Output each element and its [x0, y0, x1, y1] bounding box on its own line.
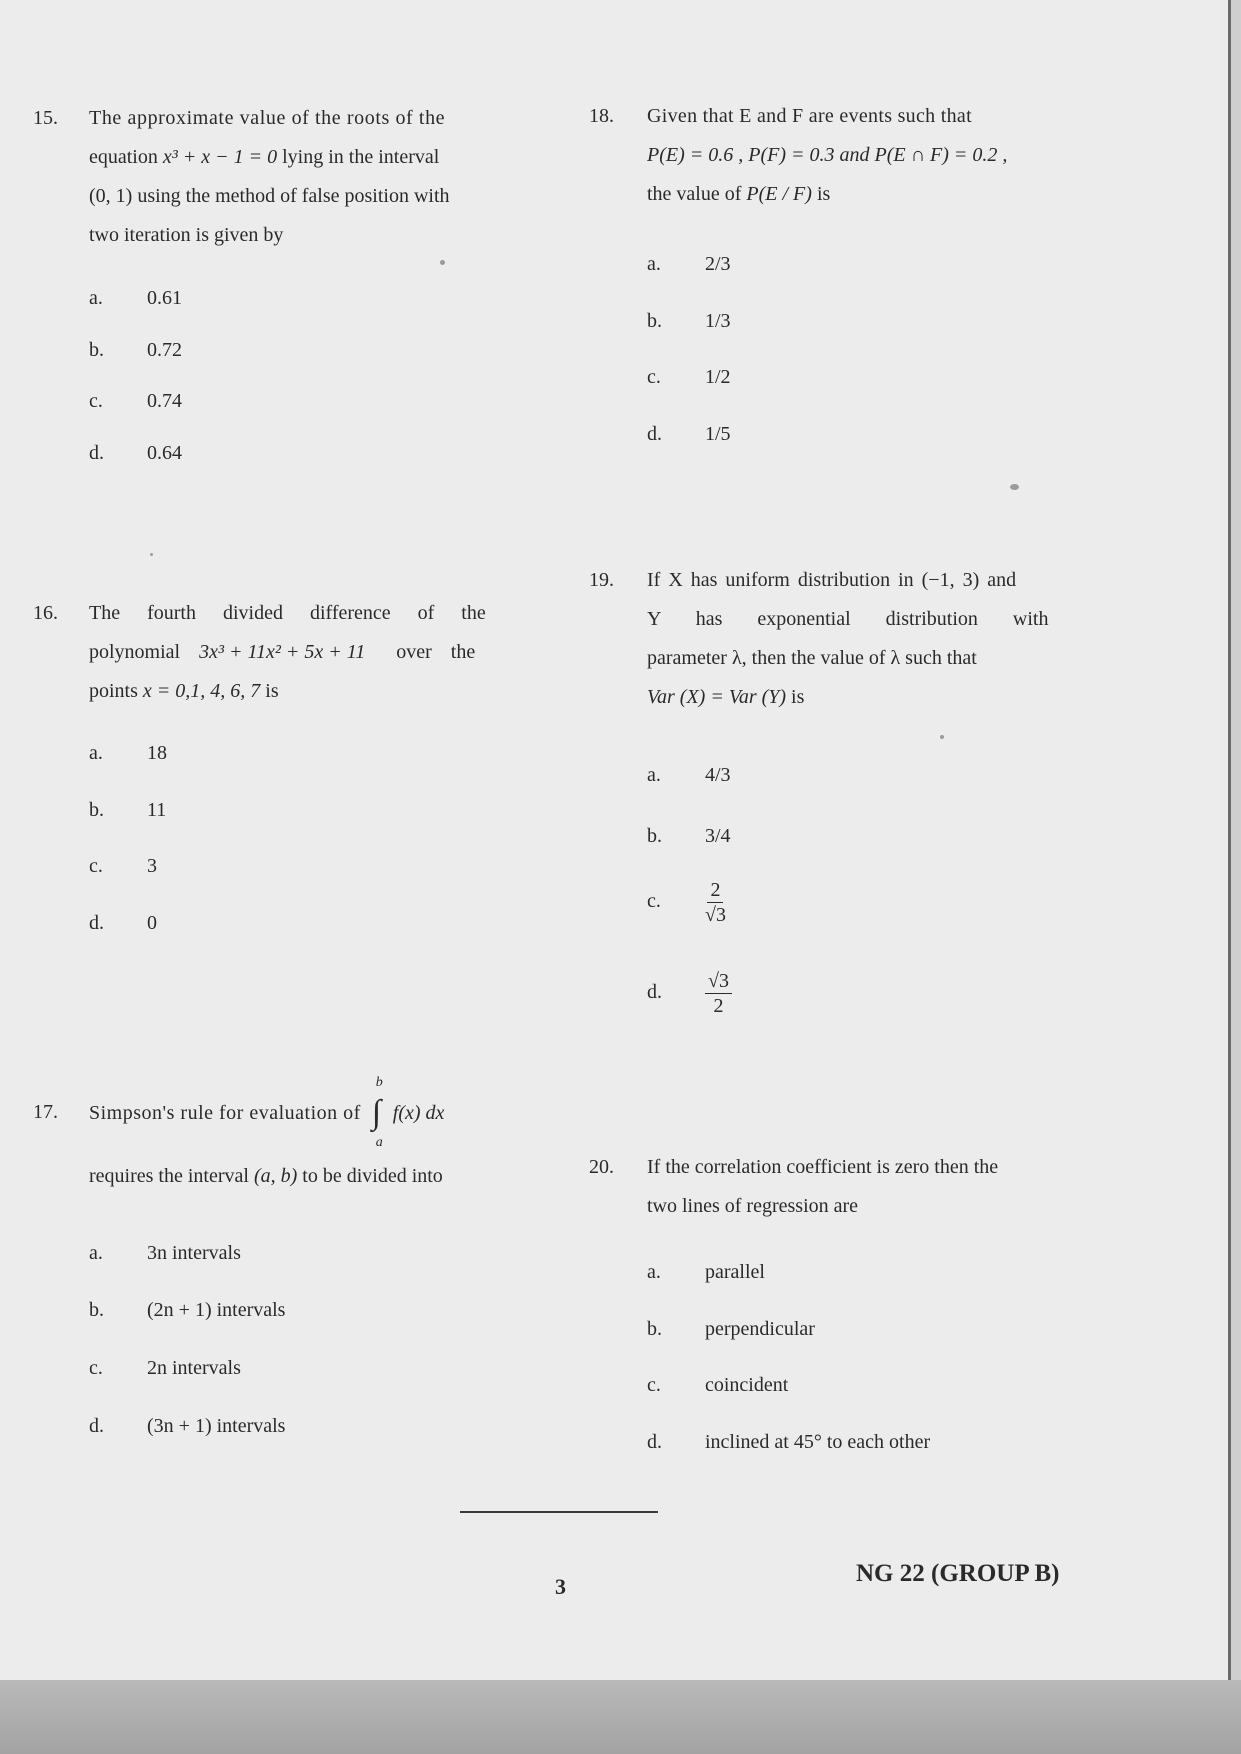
option-c[interactable]: c. 1/2 [647, 366, 731, 388]
option-a[interactable]: a. 0.61 [89, 287, 182, 309]
question-text: Simpson's rule for evaluation of b ∫ a f(x) dx requires the interval (a, b) to be divided into [89, 1075, 445, 1187]
interval: (a, b) [253, 1165, 298, 1187]
question-number: 17. [33, 1101, 58, 1123]
question-number: 16. [33, 602, 58, 624]
divider-line [460, 1511, 658, 1513]
fraction: $\frac{2}{√3}$ [705, 879, 726, 926]
points: x = 0,1, 4, 6, 7 [142, 680, 261, 702]
option-b[interactable]: b. 11 [89, 799, 167, 821]
paper-code: NG 22 (GROUP B) [856, 1560, 1060, 1587]
integrand: f(x) dx [392, 1102, 445, 1124]
option-b[interactable]: b. (2n + 1) intervals [89, 1299, 286, 1321]
option-a[interactable]: a. parallel [647, 1261, 765, 1283]
option-a[interactable]: a. 3n intervals [89, 1242, 241, 1264]
option-c[interactable]: c. 2n intervals [89, 1357, 241, 1379]
fraction: $\frac{√3}{2}$ [705, 969, 732, 1018]
question-text: If the correlation coefficient is zero then the two lines of regression are [647, 1156, 999, 1217]
scan-speck [440, 260, 445, 265]
question-number: 20. [589, 1156, 614, 1178]
option-d[interactable]: d. 1/5 [647, 423, 731, 445]
variance-equation: Var (X) = Var (Y) [647, 686, 787, 708]
option-a[interactable]: a. 2/3 [647, 253, 731, 275]
option-d[interactable]: d. 0.64 [89, 442, 182, 464]
equation: x³ + x − 1 = 0 [162, 146, 278, 168]
question-text: The approximate value of the roots of the equation x³ + x − 1 = 0 lying in the interval (0, 1) using the method of false position with two iteration is given by [89, 107, 450, 246]
scan-speck [150, 553, 153, 556]
option-a[interactable]: a. 4/3 [647, 764, 731, 786]
option-c[interactable]: c. coincident [647, 1374, 789, 1396]
scan-speck [1010, 484, 1019, 490]
page-number: 3 [555, 1574, 566, 1599]
question-text: If X has uniform distribution in (−1, 3) and Y has exponential distribution with parameter λ, then the value of λ such that Var (X) = Var (Y) is [647, 569, 1049, 708]
option-d[interactable]: d. $\frac{√3}{2}$ [647, 969, 732, 1018]
option-c[interactable]: c. 3 [89, 855, 157, 877]
question-number: 19. [589, 569, 614, 591]
polynomial: 3x³ + 11x² + 5x + 11 [199, 641, 366, 663]
option-a[interactable]: a. 18 [89, 742, 167, 764]
option-d[interactable]: d. (3n + 1) intervals [89, 1415, 286, 1437]
option-b[interactable]: b. 0.72 [89, 339, 182, 361]
option-b[interactable]: b. 3/4 [647, 825, 731, 847]
option-c[interactable]: c. $\frac{2}{√3}$ [647, 879, 726, 926]
question-text: Given that E and F are events such that P(E) = 0.6 , P(F) = 0.3 and P(E ∩ F) = 0.2 , the value of P(E / F) is [647, 105, 1008, 205]
scan-bottom-edge [0, 1680, 1241, 1754]
question-number: 15. [33, 107, 58, 129]
conditional-probability: P(E / F) [746, 183, 812, 205]
option-b[interactable]: b. 1/3 [647, 310, 731, 332]
option-d[interactable]: d. 0 [89, 912, 157, 934]
option-b[interactable]: b. perpendicular [647, 1318, 815, 1340]
scan-speck [940, 735, 944, 739]
option-c[interactable]: c. 0.74 [89, 390, 182, 412]
question-number: 18. [589, 105, 614, 127]
option-d[interactable]: d. inclined at 45° to each other [647, 1431, 931, 1453]
integral-sign: b ∫ a [371, 1075, 383, 1151]
question-text: The fourth divided difference of the polynomial 3x³ + 11x² + 5x + 11 over the points x = 0,1, 4, 6, 7 is [89, 602, 486, 702]
